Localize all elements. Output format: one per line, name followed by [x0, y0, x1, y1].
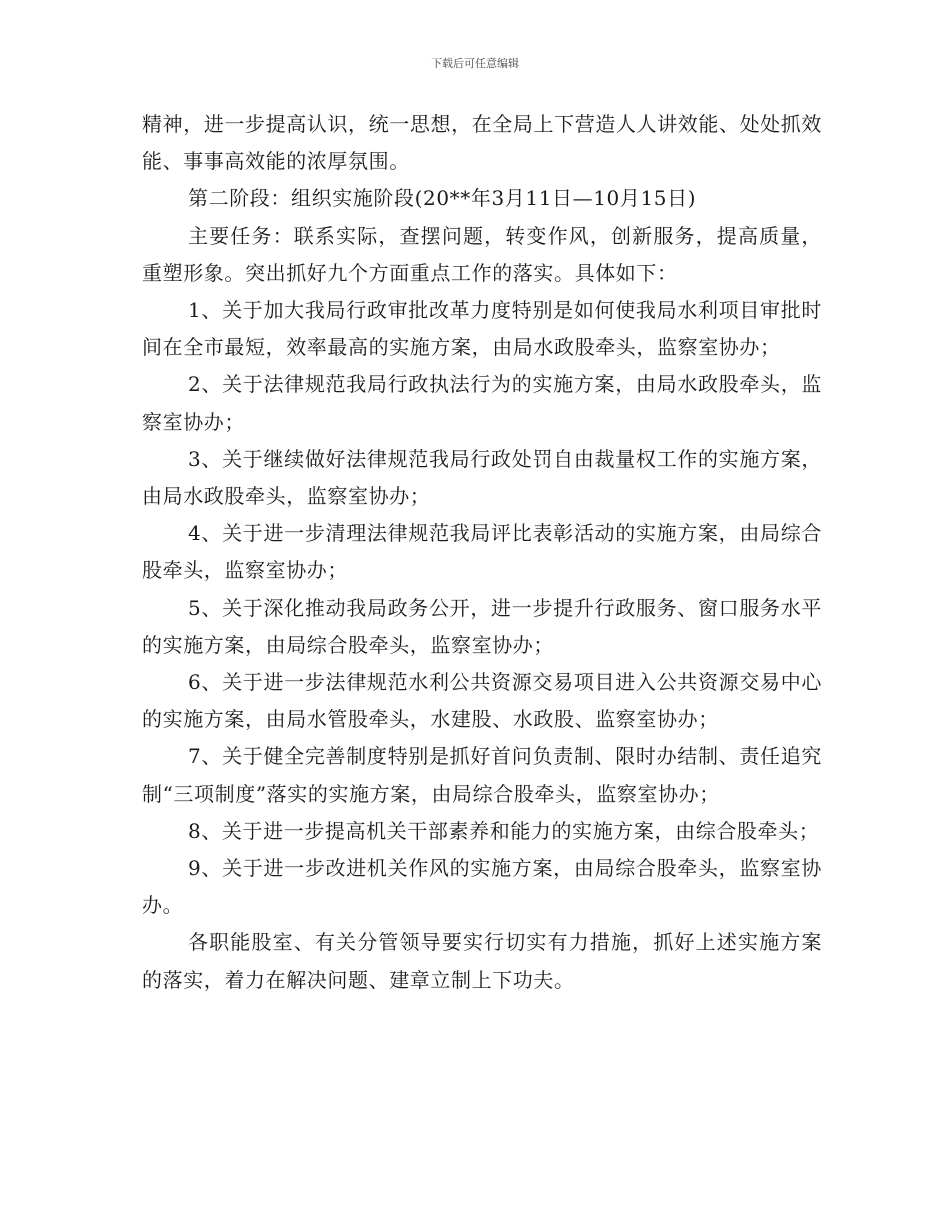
paragraph-3: 主要任务：联系实际，查摆问题，转变作风，创新服务，提高质量，重塑形象。突出抓好九个方面重点工作的落实。具体如下： [142, 223, 822, 285]
paragraph-4: 1、关于加大我局行政审批改革力度特别是如何使我局水利项目审批时间在全市最短，效率最高的实施方案，由局水政股牵头，监察室协办； [142, 298, 822, 360]
paragraph-10: 7、关于健全完善制度特别是抓好首问负责制、限时办结制、责任追究制“三项制度”落实的实施方案，由局综合股牵头，监察室协办； [142, 744, 822, 806]
paragraph-11: 8、关于进一步提高机关干部素养和能力的实施方案，由综合股牵头； [188, 818, 820, 843]
paragraph-7: 4、关于进一步清理法律规范我局评比表彰活动的实施方案，由局综合股牵头，监察室协办； [142, 521, 822, 583]
paragraph-13: 各职能股室、有关分管领导要实行切实有力措施，抓好上述实施方案的落实，着力在解决问题、建章立制上下功夫。 [142, 930, 822, 992]
paragraph-1: 精神，进一步提高认识，统一思想，在全局上下营造人人讲效能、处处抓效能、事事高效能的浓厚氛围。 [142, 112, 822, 174]
header-note: 下载后可任意编辑 [431, 57, 519, 70]
paragraph-8: 5、关于深化推动我局政务公开，进一步提升行政服务、窗口服务水平的实施方案，由局综合股牵头，监察室协办； [142, 595, 822, 657]
paragraph-9: 6、关于进一步法律规范水利公共资源交易项目进入公共资源交易中心的实施方案，由局水管股牵头，水建股、水政股、监察室协办； [142, 670, 822, 732]
paragraph-6: 3、关于继续做好法律规范我局行政处罚自由裁量权工作的实施方案，由局水政股牵头，监察室协办； [142, 446, 822, 509]
paragraph-5: 2、关于法律规范我局行政执法行为的实施方案，由局水政股牵头，监察室协办； [142, 372, 822, 434]
paragraph-2: 第二阶段：组织实施阶段(20**年3月11日—10月15日) [188, 186, 697, 211]
paragraph-12: 9、关于进一步改进机关作风的实施方案，由局综合股牵头，监察室协办。 [142, 856, 822, 918]
document-body [142, 106, 822, 999]
